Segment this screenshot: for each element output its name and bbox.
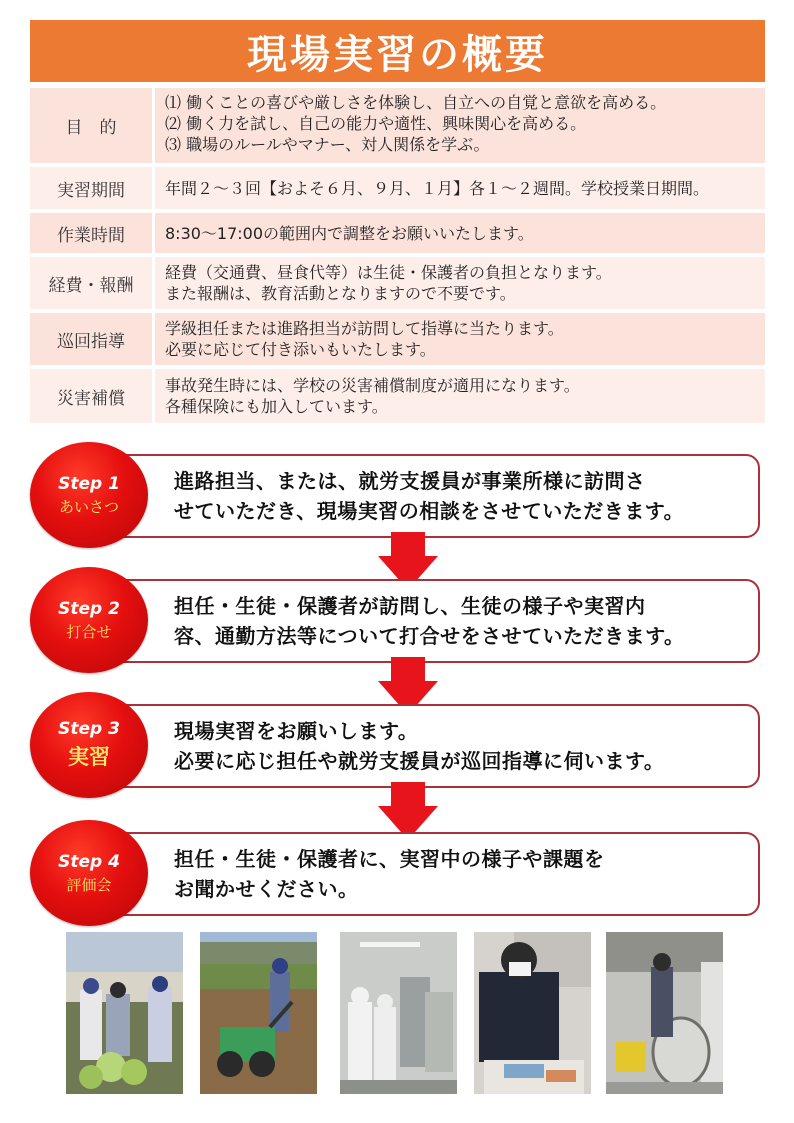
step-text-line: 進路担当、または、就労支援員が事業所様に訪問さ xyxy=(174,469,646,493)
content-line: 経費（交通費、昼食代等）は生徒・保護者の負担となります。 xyxy=(165,263,612,282)
row-content xyxy=(155,167,765,209)
step-4-badge xyxy=(30,820,148,926)
content-line: ⑵ 働く力を試し、自己の能力や適性、興味関心を高める。 xyxy=(165,114,587,133)
step-text-line: お聞かせください。 xyxy=(174,877,359,901)
content-line: 事故発生時には、学校の災害補償制度が適用になります。 xyxy=(165,376,580,395)
content-line: また報酬は、教育活動となりますので不要です。 xyxy=(165,284,516,303)
row-content xyxy=(155,369,765,423)
field-harvest-photo xyxy=(66,932,183,1094)
step-text-line: 現場実習をお願いします。 xyxy=(174,719,419,743)
step-name: あいさつ xyxy=(58,497,119,516)
content-line: 必要に応じて付き添いもいたします。 xyxy=(165,340,436,359)
step-number: Step 1 xyxy=(58,473,120,494)
overview-table xyxy=(30,88,765,427)
row-label: 災害補償 xyxy=(30,369,155,423)
row-content xyxy=(155,257,765,309)
step-text-line: 担任・生徒・保護者が訪問し、生徒の様子や実習内 xyxy=(174,594,646,618)
step-1-badge xyxy=(30,442,148,548)
row-purpose xyxy=(30,88,765,163)
factory-cleanroom-photo xyxy=(340,932,457,1094)
card-sorting-photo xyxy=(474,932,591,1094)
row-content xyxy=(155,213,765,253)
row-label: 目 的 xyxy=(30,88,155,163)
row-visit-guidance xyxy=(30,313,765,365)
row-hours xyxy=(30,213,765,253)
row-label: 巡回指導 xyxy=(30,313,155,365)
page-title: 現場実習の概要 xyxy=(30,20,765,82)
step-text-line: せていただき、現場実習の相談をさせていただきます。 xyxy=(174,499,685,523)
content-line: 各種保険にも加入しています。 xyxy=(165,397,388,416)
step-number: Step 4 xyxy=(58,851,120,872)
step-4 xyxy=(30,828,765,928)
row-period xyxy=(30,167,765,209)
content-line: 学級担任または進路担当が訪問して指導に当たります。 xyxy=(165,319,564,338)
step-number: Step 3 xyxy=(58,719,120,739)
step-2-badge xyxy=(30,567,148,673)
step-number: Step 2 xyxy=(58,598,120,619)
tiller-farming-photo xyxy=(200,932,317,1094)
step-4-box xyxy=(110,832,760,916)
content-line: 年間２～３回【およそ６月、９月、１月】各１～２週間。学校授業日期間。 xyxy=(165,178,710,198)
step-name: 評価会 xyxy=(66,875,112,894)
step-2-box xyxy=(110,579,760,663)
step-1-box xyxy=(110,454,760,538)
row-content xyxy=(155,313,765,365)
row-label: 実習期間 xyxy=(30,167,155,209)
photo-strip xyxy=(66,932,728,1094)
row-expenses xyxy=(30,257,765,309)
step-3-box xyxy=(110,704,760,788)
content-line: ⑴ 働くことの喜びや厳しさを体験し、自立への自覚と意欲を高める。 xyxy=(165,93,667,112)
content-line: 8:30～17:00の範囲内で調整をお願いいたします。 xyxy=(165,223,534,243)
step-text-line: 必要に応じ担任や就労支援員が巡回指導に伺います。 xyxy=(174,749,665,773)
content-line: ⑶ 職場のルールやマナー、対人関係を学ぶ。 xyxy=(165,135,490,154)
row-label: 作業時間 xyxy=(30,213,155,253)
row-content xyxy=(155,88,765,163)
step-text-line: 容、通勤方法等について打合せをさせていただきます。 xyxy=(174,624,685,648)
drum-cleaning-photo xyxy=(606,932,723,1094)
step-3-badge xyxy=(30,692,148,798)
step-name: 打合せ xyxy=(66,622,112,641)
row-label: 経費・報酬 xyxy=(30,257,155,309)
step-name: 実習 xyxy=(68,745,110,769)
step-text-line: 担任・生徒・保護者に、実習中の様子や課題を xyxy=(174,847,605,871)
row-accident-compensation xyxy=(30,369,765,423)
